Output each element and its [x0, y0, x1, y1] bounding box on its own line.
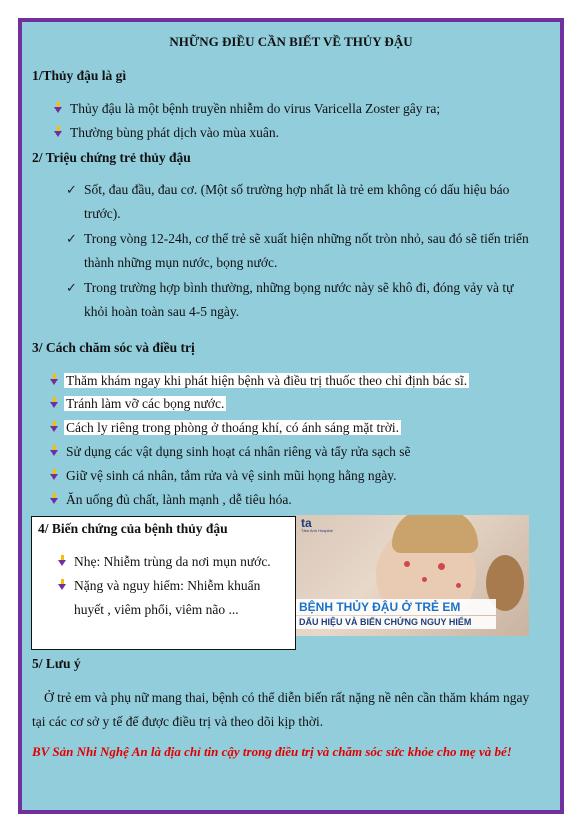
s4-item: Nhẹ: Nhiễm trùng da nơi mụn nước. [74, 554, 271, 569]
complications-box [31, 516, 296, 650]
s4-item: Nặng và nguy hiểm: Nhiễm khuẩn [74, 578, 261, 593]
bullet-icon [50, 421, 59, 432]
spot [438, 563, 445, 570]
s1-item: Thủy đậu là một bệnh truyền nhiễm do virus Varicella Zoster gây ra; [70, 101, 441, 116]
bullet-icon [50, 445, 59, 456]
note-line: Ở trẻ em và phụ nữ mang thai, bệnh có thể diễn biến rất nặng nề nên cần thăm khám ngay [44, 690, 530, 705]
bullet-icon [54, 126, 63, 137]
s2-item: Sốt, đau đầu, đau cơ. (Một số trường hợp nhất là trẻ em không có dấu hiệu báo [84, 182, 510, 197]
image-caption: BỆNH THỦY ĐẬU Ở TRẺ EM [299, 600, 461, 614]
s3-item: Sử dụng các vật dụng sinh hoạt cá nhân riêng và tẩy rửa sạch sẽ [66, 444, 411, 459]
bullet-icon [50, 493, 59, 504]
image-subcaption: DẤU HIỆU VÀ BIẾN CHỨNG NGUY HIỂM [299, 617, 472, 627]
bullet-icon [50, 397, 59, 408]
bullet-icon [50, 374, 59, 385]
footer-slogan: BV Sản Nhi Nghệ An là địa chỉ tin cậy trong điều trị và chăm sóc sức khỏe cho mẹ và bé! [32, 744, 512, 759]
s1-item: Thường bùng phát dịch vào mùa xuân. [70, 125, 280, 140]
spot [404, 561, 410, 567]
check-icon: ✓ [66, 182, 77, 197]
chickenpox-banner-image [296, 515, 529, 636]
s2-item-cont: thành những mụn nước, bọng nước. [84, 255, 278, 270]
s3-item: Tránh làm vỡ các bọng nước. [66, 396, 225, 411]
check-icon: ✓ [66, 231, 77, 246]
check-icon: ✓ [66, 280, 77, 295]
hospital-logo: ta Tâm Anh Hospital [301, 516, 333, 533]
section-3-heading: 3/ Cách chăm sóc và điều trị [32, 340, 195, 355]
s2-item: Trong vòng 12-24h, cơ thể trẻ sẽ xuất hiện những nốt tròn nhỏ, sau đó sẽ tiến triển [84, 231, 529, 246]
section-5-heading: 5/ Lưu ý [32, 656, 81, 671]
s2-item-cont: khỏi hoàn toàn sau 4-5 ngày. [84, 304, 240, 319]
s2-item: Trong trường hợp bình thường, những bọng nước này sẽ khô đi, đóng vảy và tự [84, 280, 514, 295]
s3-item: Ăn uống đủ chất, lành mạnh , dễ tiêu hóa. [66, 492, 292, 507]
s3-item: Cách ly riêng trong phòng ở thoáng khí, có ánh sáng mặt trời. [66, 420, 399, 435]
note-line: tại các cơ sở y tế để được điều trị và theo dõi kịp thời. [32, 714, 324, 729]
spot [456, 583, 461, 588]
section-2-heading: 2/ Triệu chứng trẻ thủy đậu [32, 150, 191, 165]
s3-item: Giữ vệ sinh cá nhân, tắm rửa và vệ sinh mũi họng hằng ngày. [66, 468, 397, 483]
bullet-icon [58, 579, 67, 590]
s2-item-cont: trước). [84, 206, 121, 221]
s4-item-cont: huyết , viêm phổi, viêm não ... [74, 602, 239, 617]
bullet-icon [58, 555, 67, 566]
section-4-heading: 4/ Biến chứng của bệnh thủy đậu [38, 521, 228, 536]
document-title: NHỮNG ĐIỀU CẦN BIẾT VỀ THỦY ĐẬU [169, 34, 413, 49]
section-1-heading: 1/Thủy đậu là gì [32, 68, 127, 83]
document-body [24, 24, 558, 808]
child-hair [392, 515, 478, 553]
bullet-icon [50, 469, 59, 480]
bullet-icon [54, 102, 63, 113]
spot [422, 577, 427, 582]
s3-item: Thăm khám ngay khi phát hiện bệnh và điều trị thuốc theo chỉ định bác sĩ. [66, 373, 468, 388]
